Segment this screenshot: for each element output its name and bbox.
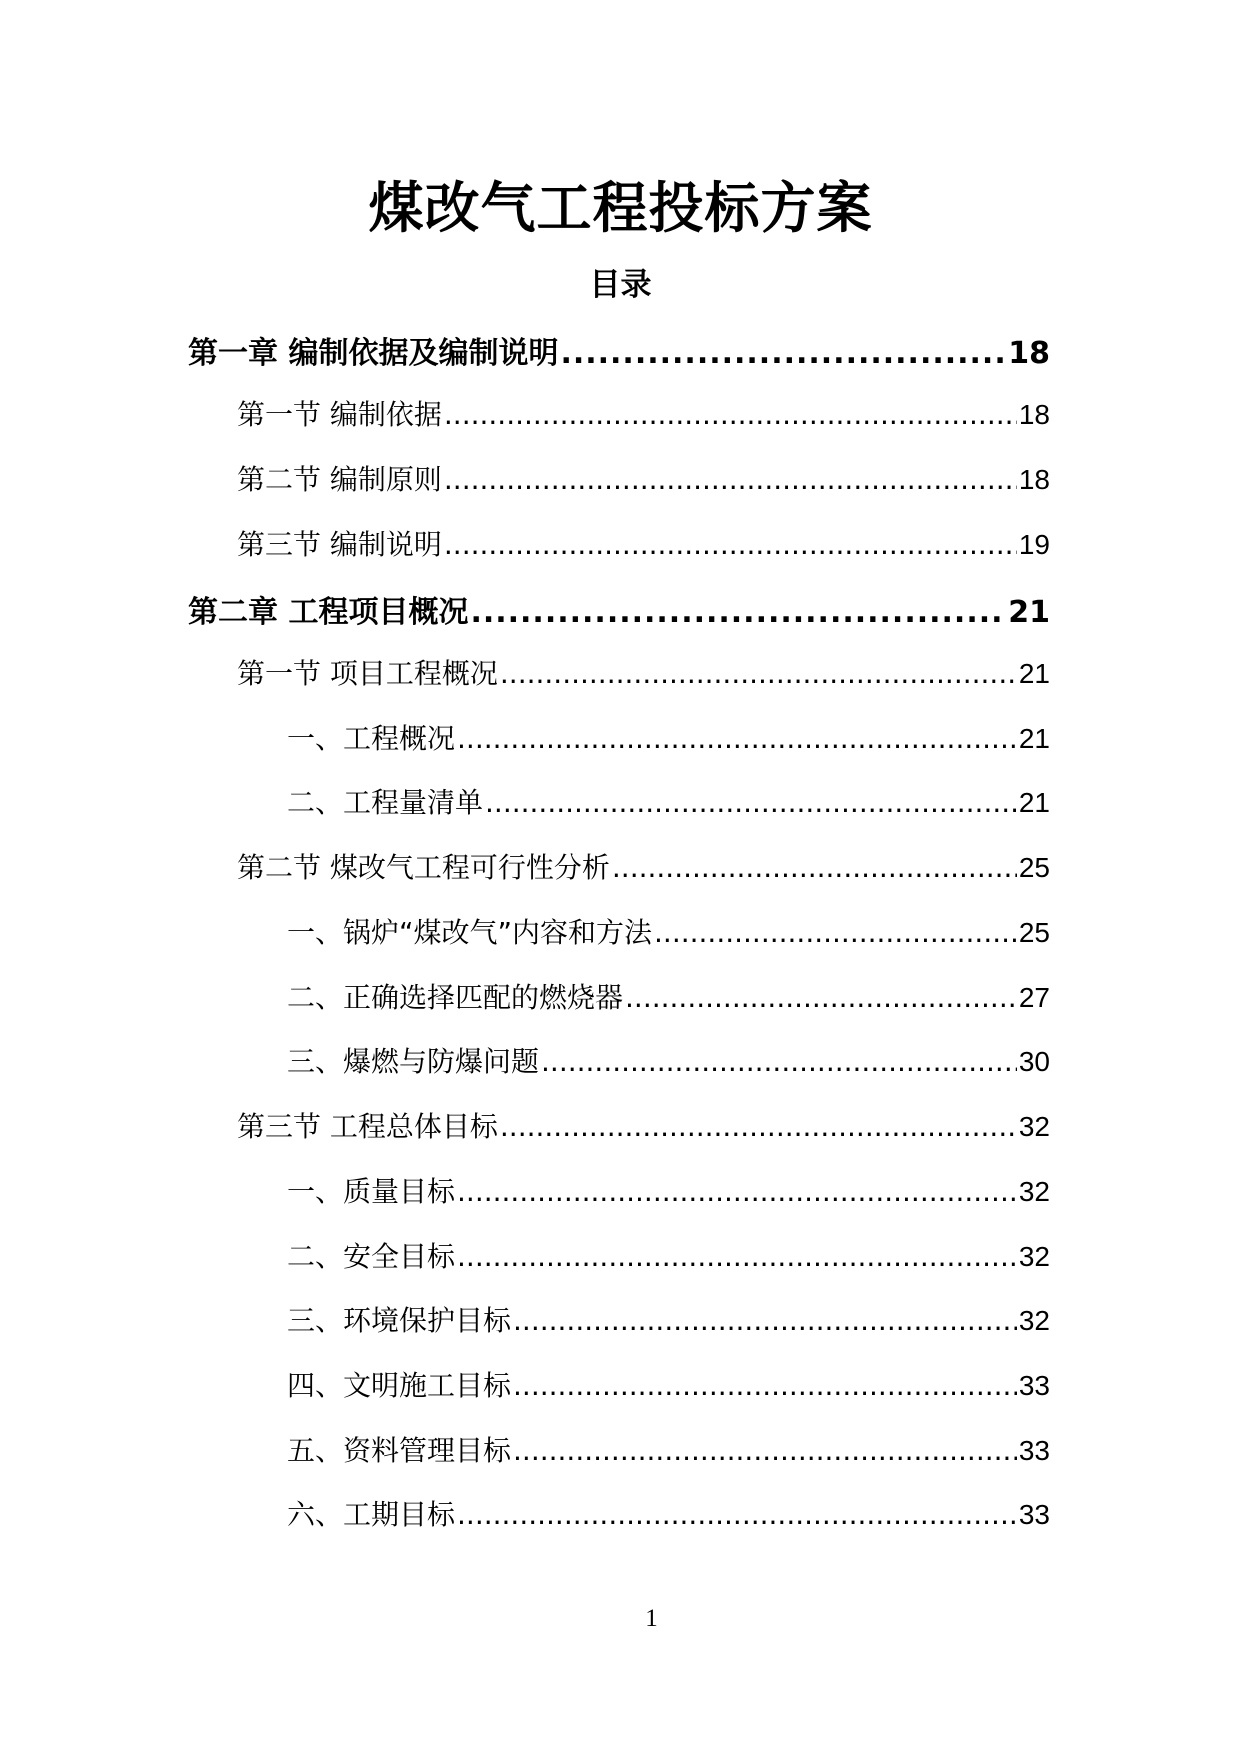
toc-entry[interactable] [237,846,1050,890]
toc-entry-title: 第三节 编制说明 [237,528,442,561]
toc-entry-page: 32 [1018,1241,1050,1272]
toc-leader-dots [513,1369,1017,1402]
toc-leader-dots [444,463,1017,496]
toc-leader-dots [513,1304,1017,1337]
toc-leader-dots [485,786,1017,819]
page-number: 1 [645,1605,658,1632]
toc-entry[interactable] [188,587,1050,631]
toc-leader-dots [457,1240,1017,1273]
toc-entry-page: 18 [1018,464,1050,495]
toc-entry-page: 25 [1018,852,1050,883]
toc-entry[interactable] [287,1235,1050,1279]
toc-leader-dots [541,1045,1017,1078]
toc-leader-dots [513,1434,1017,1467]
toc-entry-title: 第一节 项目工程概况 [237,657,498,690]
toc-entry-page: 30 [1018,1046,1050,1077]
toc-entry-page: 33 [1018,1370,1050,1401]
toc-entry[interactable] [237,652,1050,696]
toc-entry-title: 第二章 工程项目概况 [188,595,469,630]
toc-entry[interactable] [287,781,1050,825]
toc-leader-dots [457,722,1017,755]
toc-entry-title: 二、工程量清单 [287,786,484,819]
toc-entry[interactable] [287,976,1050,1020]
toc-entry-title: 第二节 编制原则 [237,463,442,496]
toc-leader-dots [457,1175,1017,1208]
toc-entry-page: 21 [1018,658,1050,689]
toc-entry[interactable] [287,1040,1050,1084]
toc-leader-dots [654,916,1017,949]
toc-entry[interactable] [237,458,1050,502]
toc-entry-page: 21 [1008,595,1050,630]
toc-entry-title: 第二节 煤改气工程可行性分析 [237,851,610,884]
toc-leader-dots [444,528,1017,561]
toc-entry-page: 32 [1018,1305,1050,1336]
toc-entry-page: 33 [1018,1499,1050,1530]
toc-entry-title: 五、资料管理目标 [287,1434,512,1467]
toc-entry-title: 一、质量目标 [287,1175,456,1208]
toc-entry[interactable] [287,717,1050,761]
toc-entry[interactable] [287,1429,1050,1473]
toc-entry-page: 25 [1018,917,1050,948]
toc-leader-dots [500,1110,1017,1143]
toc-entry[interactable] [287,1170,1050,1214]
toc-leader-dots [500,657,1017,690]
toc-entry-title: 第一节 编制依据 [237,398,442,431]
toc-leader-dots [560,336,1006,371]
toc-entry-title: 三、爆燃与防爆问题 [287,1045,540,1078]
toc-entry[interactable] [287,1364,1050,1408]
toc-entry[interactable] [237,523,1050,567]
toc-entry-page: 21 [1018,723,1050,754]
toc-leader-dots [625,981,1017,1014]
toc-entry-title: 三、环境保护目标 [287,1304,512,1337]
toc-entry-title: 一、工程概况 [287,722,456,755]
toc-entry[interactable] [237,1105,1050,1149]
toc-entry[interactable] [188,328,1050,372]
toc-entry-title: 二、安全目标 [287,1240,456,1273]
document-title: 煤改气工程投标方案 [368,176,873,240]
toc-entry-page: 18 [1018,399,1050,430]
toc-entry-page: 18 [1008,336,1050,371]
toc-heading: 目录 [589,267,652,303]
toc-entry-title: 第一章 编制依据及编制说明 [188,336,559,371]
toc-entry[interactable] [287,911,1050,955]
toc-entry-title: 一、锅炉“煤改气”内容和方法 [287,916,653,949]
toc-leader-dots [470,595,1006,630]
toc-entry-page: 27 [1018,982,1050,1013]
toc-leader-dots [457,1498,1017,1531]
toc-leader-dots [612,851,1017,884]
toc-entry-title: 第三节 工程总体目标 [237,1110,498,1143]
toc-entry-page: 32 [1018,1176,1050,1207]
toc-entry-title: 二、正确选择匹配的燃烧器 [287,981,624,1014]
toc-entry-page: 19 [1018,529,1050,560]
toc-entry[interactable] [287,1493,1050,1537]
toc-entry[interactable] [237,393,1050,437]
toc-entry-title: 四、文明施工目标 [287,1369,512,1402]
toc-entry-page: 21 [1018,787,1050,818]
toc-leader-dots [444,398,1017,431]
toc-entry-page: 32 [1018,1111,1050,1142]
toc-entry-title: 六、工期目标 [287,1498,456,1531]
toc-entry[interactable] [287,1299,1050,1343]
toc-entry-page: 33 [1018,1435,1050,1466]
